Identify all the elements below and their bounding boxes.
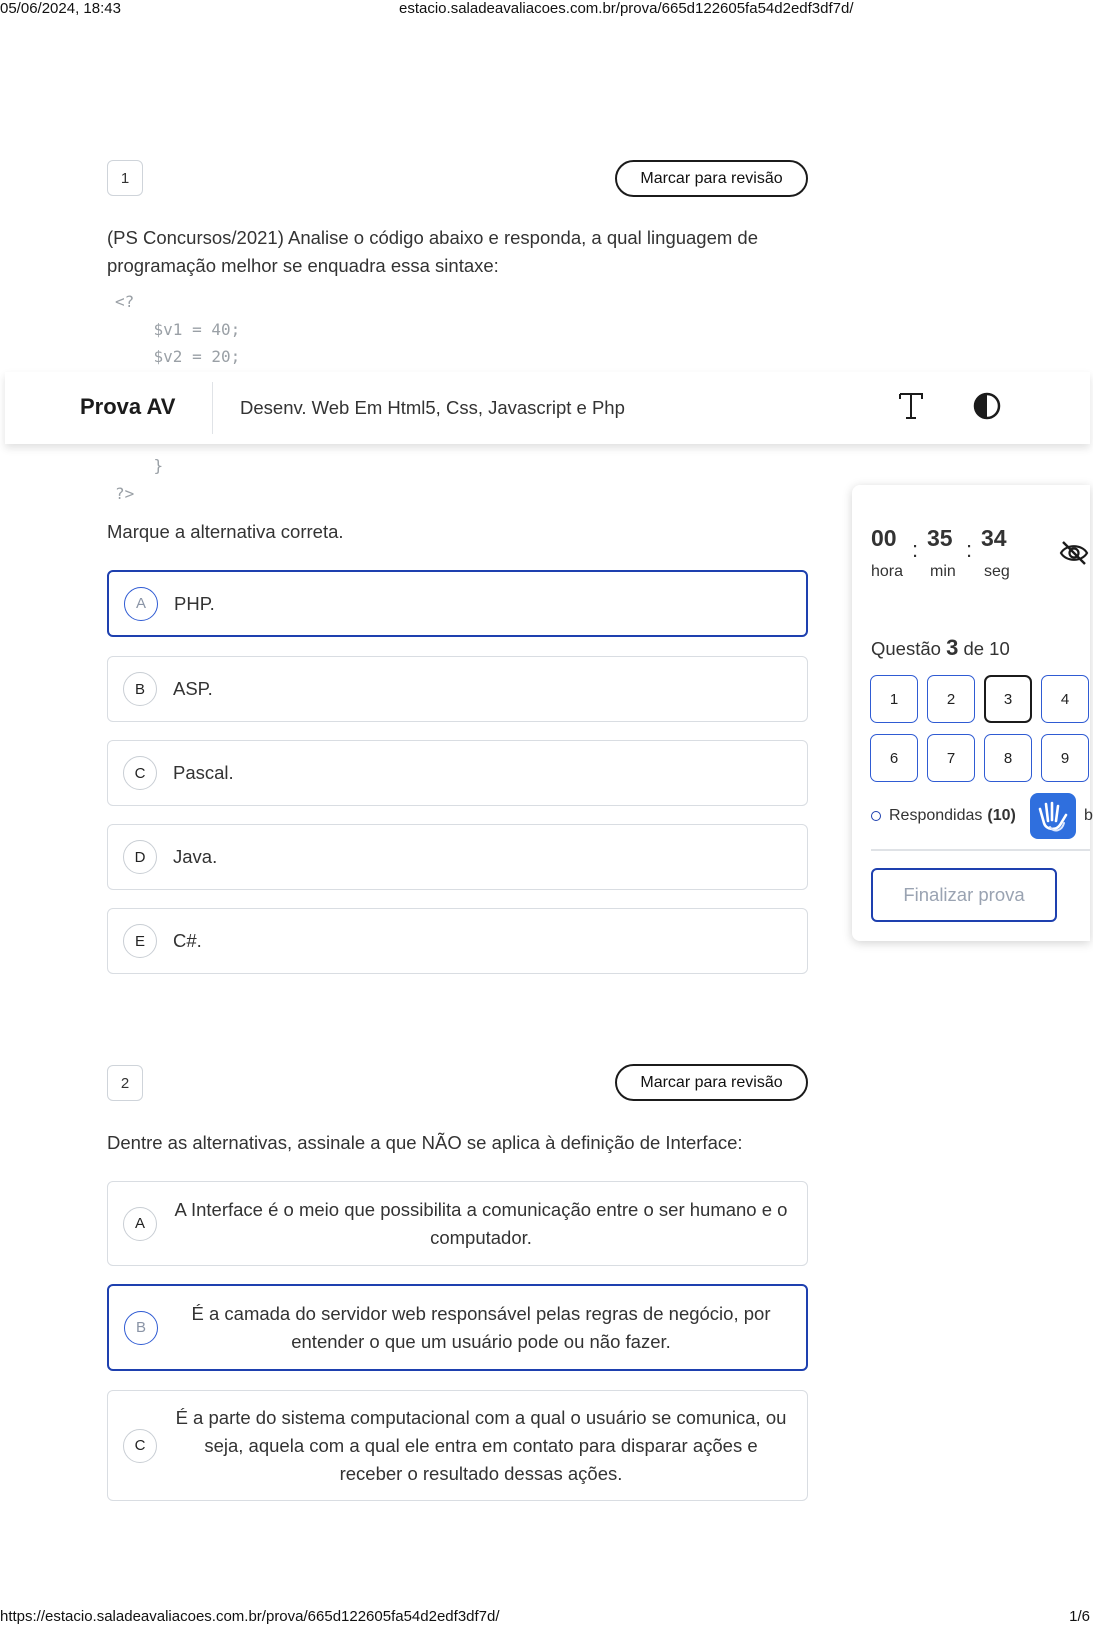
question-text: (PS Concursos/2021) Analise o código abaixo e responda, a qual linguagem de programação melhor se enquadra essa sintaxe: xyxy=(107,227,759,276)
code-snippet-top: <? $v1 = 40; $v2 = 20; xyxy=(115,292,241,366)
alternative-option[interactable] xyxy=(107,570,808,637)
alternative-letter: C xyxy=(123,1429,157,1463)
print-header xyxy=(0,0,1090,18)
truncated-text: b xyxy=(1084,807,1093,824)
question-text: Dentre as alternativas, assinale a que NÃO se aplica à definição de Interface: xyxy=(107,1132,743,1153)
timer-seconds: 34 xyxy=(981,525,1007,551)
answered-legend xyxy=(871,807,1016,825)
alternative-letter: B xyxy=(123,672,157,706)
alternative-text: Java. xyxy=(173,846,218,867)
exam-top-bar xyxy=(5,372,1090,444)
timer-minutes: 35 xyxy=(927,525,953,551)
alternative-letter: B xyxy=(124,1311,158,1345)
question-nav-button-current[interactable]: 3 xyxy=(984,675,1032,723)
answered-count: (10) xyxy=(987,807,1016,824)
question-prompt: Marque a alternativa correta. xyxy=(107,521,344,542)
header-divider xyxy=(212,382,213,434)
panel-divider xyxy=(871,849,1090,851)
alternative-option[interactable] xyxy=(107,1390,808,1501)
alternative-text: C#. xyxy=(173,930,202,951)
alternative-option[interactable] xyxy=(107,908,808,974)
alternative-text: É a camada do servidor web responsável pelas regras de negócio, por entender o que um usuário pode ou não fazer. xyxy=(191,1302,771,1352)
alternative-text: A Interface é o meio que possibilita a comunicação entre o ser humano e o computador. xyxy=(174,1198,788,1248)
app-brand: Prova AV xyxy=(80,394,176,419)
alternative-option[interactable] xyxy=(107,740,808,806)
question-nav-button[interactable]: 2 xyxy=(927,675,975,723)
alternative-text: ASP. xyxy=(173,678,213,699)
timer-separator: : xyxy=(966,537,973,562)
question-nav-button[interactable]: 4 xyxy=(1041,675,1089,723)
alternative-option[interactable] xyxy=(107,1284,808,1371)
finish-exam-button[interactable]: Finalizar prova xyxy=(871,868,1057,922)
current-question-number: 3 xyxy=(946,635,959,660)
question-number-badge: 1 xyxy=(107,160,143,196)
print-url: estacio.saladeavaliacoes.com.br/prova/665d122605fa54d2edf3df7d/ xyxy=(399,0,854,17)
answered-label: Respondidas xyxy=(889,807,983,824)
sign-language-icon xyxy=(1030,793,1076,839)
timer-separator: : xyxy=(912,537,919,562)
contrast-icon[interactable] xyxy=(973,392,1001,420)
mark-for-review-button[interactable]: Marcar para revisão xyxy=(615,160,808,197)
alternative-option[interactable] xyxy=(107,656,808,722)
alternative-text: É a parte do sistema computacional com a qual o usuário se comunica, ou seja, aquela com a qual ele entra em contato para disparar ações e receber o resultado dessas ações. xyxy=(175,1406,787,1484)
alternative-option[interactable] xyxy=(107,1181,808,1266)
sign-language-button[interactable] xyxy=(1030,793,1076,839)
print-url-full: https://estacio.saladeavaliacoes.com.br/prova/665d122605fa54d2edf3df7d/ xyxy=(0,1608,500,1625)
question-counter xyxy=(871,635,1010,661)
alternative-letter: A xyxy=(123,1207,157,1241)
question-nav-button[interactable]: 7 xyxy=(927,734,975,782)
print-page-number: 1/6 xyxy=(1069,1608,1090,1625)
question-nav-button[interactable]: 8 xyxy=(984,734,1032,782)
course-title: Desenv. Web Em Html5, Css, Javascript e Php xyxy=(240,397,625,418)
eye-off-icon[interactable] xyxy=(1058,539,1090,567)
alternative-letter: C xyxy=(123,756,157,790)
alternative-text: Pascal. xyxy=(173,762,234,783)
question-number-badge: 2 xyxy=(107,1065,143,1101)
exam-side-panel xyxy=(852,485,1093,941)
answered-dot-icon xyxy=(871,811,881,821)
timer-seconds-label: seg xyxy=(984,563,1010,580)
print-footer xyxy=(0,1608,1090,1626)
alternative-letter: D xyxy=(123,840,157,874)
question-nav-button[interactable]: 9 xyxy=(1041,734,1089,782)
timer-minutes-label: min xyxy=(930,563,956,580)
question-total: de 10 xyxy=(963,638,1010,659)
question-counter-label: Questão xyxy=(871,638,941,659)
mark-for-review-button[interactable]: Marcar para revisão xyxy=(615,1064,808,1101)
print-datetime: 05/06/2024, 18:43 xyxy=(0,0,121,17)
alternative-option[interactable] xyxy=(107,824,808,890)
alternative-letter: A xyxy=(124,587,158,621)
question-nav-button[interactable]: 1 xyxy=(870,675,918,723)
question-nav-button[interactable]: 6 xyxy=(870,734,918,782)
code-snippet-bottom: } ?> xyxy=(115,456,164,503)
font-size-icon[interactable] xyxy=(898,390,924,422)
timer-hours-label: hora xyxy=(871,563,904,580)
alternative-letter: E xyxy=(123,924,157,958)
timer-hours: 00 xyxy=(871,525,897,551)
alternative-text: PHP. xyxy=(174,592,215,614)
